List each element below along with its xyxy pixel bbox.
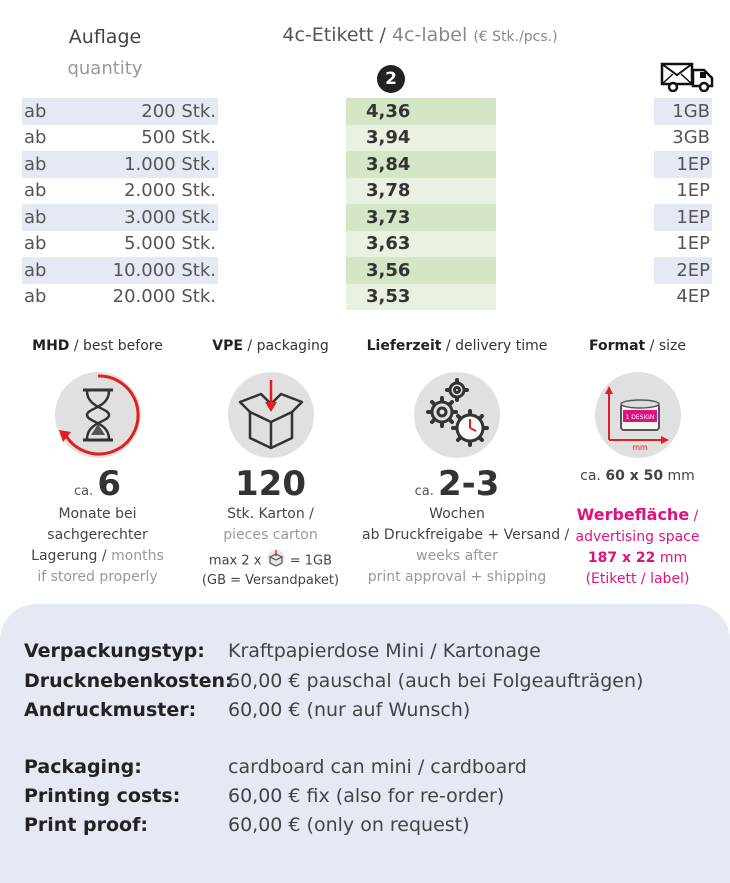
delivery-title: Lieferzeit / delivery time: [366, 338, 548, 354]
format-prefix: ca.: [580, 468, 601, 484]
format-title: Format / size: [588, 338, 687, 354]
packaging-line3: [178, 549, 363, 573]
spec-row: [24, 670, 643, 692]
format-info: [545, 338, 730, 590]
best-before-line3-de: Lagerung: [31, 548, 98, 564]
table-row: [22, 98, 218, 125]
delivery-value: [362, 464, 552, 504]
format-line1-de: Werbefläche: [576, 505, 690, 524]
format-line1-sep: /: [689, 508, 699, 524]
spec-value: 60,00 € fix (also for re-order): [228, 785, 505, 807]
ab-label: ab: [24, 153, 47, 175]
packaging-info: [178, 338, 363, 589]
delivery-line3: weeks after: [416, 548, 498, 564]
best-before-line1: Monate bei: [58, 506, 137, 522]
label-header: [230, 24, 610, 46]
spec-row: [24, 699, 470, 721]
shipping-cell: 1GB: [654, 98, 712, 125]
delivery-line1: Wochen: [429, 506, 485, 522]
packaging-number: 120: [235, 464, 306, 504]
quantity-cell: 1.000 Stk.: [124, 153, 216, 175]
ab-label: ab: [24, 286, 47, 308]
quantity-header-en: quantity: [67, 58, 143, 79]
ab-label: ab: [24, 127, 47, 149]
price-cell: 3,78: [346, 178, 496, 205]
delivery-number: 2-3: [437, 464, 500, 504]
spec-key: Drucknebenkosten:: [24, 670, 233, 692]
label-header-sep: /: [373, 24, 392, 46]
hourglass-icon: [55, 372, 141, 458]
format-number: 60 x 50: [605, 468, 664, 484]
table-row: [22, 257, 218, 284]
format-title-en: size: [658, 338, 687, 354]
spec-key: Packaging:: [24, 756, 142, 778]
ab-label: ab: [24, 206, 47, 228]
variant-badge: 2: [377, 65, 405, 93]
best-before-line3: Lagerung / months: [31, 548, 164, 564]
shipping-column: [654, 98, 712, 310]
format-line3-unit: mm: [659, 550, 688, 566]
format-line3-val: 187 x 22: [587, 550, 656, 566]
spec-value: 60,00 € (nur auf Wunsch): [228, 699, 471, 721]
delivery-line4: print approval + shipping: [367, 569, 547, 585]
spec-value: 60,00 € pauschal (auch bei Folgeaufträgen): [228, 670, 644, 692]
packaging-line1: Stk. Karton /: [227, 506, 314, 522]
quantity-column: [22, 98, 218, 310]
table-row: [22, 125, 218, 152]
quantity-cell: 200 Stk.: [141, 100, 216, 122]
price-cell: 3,53: [346, 284, 496, 311]
best-before-prefix: ca.: [73, 484, 94, 499]
svg-text:1 DESIGN: 1 DESIGN: [625, 414, 654, 421]
table-row: [22, 284, 218, 311]
delivery-info: [362, 338, 570, 588]
packaging-title-en: packaging: [256, 338, 329, 354]
best-before-line4: if stored properly: [37, 569, 158, 585]
quantity-cell: 5.000 Stk.: [124, 233, 216, 255]
parcel-icon: [266, 549, 286, 573]
best-before-text: [5, 504, 190, 588]
spec-key: Print proof:: [24, 814, 148, 836]
spec-value: cardboard can mini / cardboard: [228, 756, 527, 778]
table-row: [22, 231, 218, 258]
delivery-line2: ab Druckfreigabe + Versand /: [362, 527, 570, 543]
best-before-line2: sachgerechter: [47, 527, 148, 543]
price-cell: 3,63: [346, 231, 496, 258]
packaging-line3b: = 1GB: [289, 553, 333, 569]
spec-key: Andruckmuster:: [24, 699, 197, 721]
best-before-number: 6: [97, 464, 122, 504]
table-row: [22, 204, 218, 231]
spec-key: Printing costs:: [24, 785, 181, 807]
format-value: [545, 468, 730, 484]
packaging-line3a: max 2 x: [208, 553, 262, 569]
ab-label: ab: [24, 259, 47, 281]
spec-value: 60,00 € (only on request): [228, 814, 470, 836]
shipping-cell: 1EP: [676, 180, 710, 202]
format-unit: mm: [667, 468, 695, 484]
delivery-truck-icon: [660, 58, 716, 92]
price-cell: 3,73: [346, 204, 496, 231]
quantity-cell: 500 Stk.: [141, 127, 216, 149]
packaging-text: [178, 504, 363, 589]
packaging-line4: (GB = Versandpaket): [201, 573, 340, 588]
spec-row: [24, 785, 504, 807]
delivery-title-de: Lieferzeit: [366, 338, 442, 354]
packaging-title: VPE / packaging: [212, 338, 329, 354]
open-box-icon: [228, 372, 314, 458]
packaging-title-de: VPE: [212, 338, 243, 354]
price-cell: 3,94: [346, 125, 496, 152]
best-before-value: [5, 464, 190, 504]
spec-row: [24, 640, 541, 662]
format-text: [545, 504, 730, 590]
quantity-cell: 20.000 Stk.: [112, 286, 216, 308]
format-line1: [545, 504, 730, 527]
ab-label: ab: [24, 100, 47, 122]
quantity-cell: 2.000 Stk.: [124, 180, 216, 202]
price-cell: 4,36: [346, 98, 496, 125]
quantity-header: Auflage: [68, 26, 142, 48]
best-before-info: [5, 338, 190, 588]
spec-key: Verpackungstyp:: [24, 640, 205, 662]
best-before-title-en: best before: [83, 338, 163, 354]
price-cell: 3,56: [346, 257, 496, 284]
shipping-cell: 2EP: [654, 257, 712, 284]
label-header-unit: (€ Stk./pcs.): [473, 29, 558, 45]
best-before-title: MHD / best before: [32, 338, 163, 354]
format-line4: (Etikett / label): [585, 571, 690, 587]
packaging-value: [178, 464, 363, 504]
can-dimension-icon: [595, 372, 681, 458]
table-row: [22, 151, 218, 178]
price-cell: 3,84: [346, 151, 496, 178]
label-header-en: 4c-label: [391, 24, 468, 46]
format-line3: [545, 548, 730, 569]
format-line2: advertising space: [575, 529, 700, 545]
gears-icon: [414, 372, 500, 458]
table-row: [22, 178, 218, 205]
delivery-title-en: delivery time: [455, 338, 548, 354]
best-before-line3-en: months: [111, 548, 164, 564]
delivery-prefix: ca.: [414, 484, 434, 499]
shipping-cell: 4EP: [676, 286, 710, 308]
quantity-cell: 10.000 Stk.: [112, 259, 216, 281]
ab-label: ab: [24, 233, 47, 255]
shipping-cell: 1EP: [654, 151, 712, 178]
spec-value: Kraftpapierdose Mini / Kartonage: [228, 640, 541, 662]
spec-row: [24, 814, 470, 836]
ab-label: ab: [24, 180, 47, 202]
packaging-line2: pieces carton: [223, 527, 318, 543]
label-header-de: 4c-Etikett: [282, 24, 374, 46]
spec-row: [24, 756, 527, 778]
delivery-text: [362, 504, 570, 588]
shipping-cell: 3GB: [672, 127, 710, 149]
price-column: [346, 98, 496, 310]
shipping-cell: 1EP: [654, 204, 712, 231]
can-dimension-unit: mm: [631, 443, 648, 452]
format-title-de: Format: [588, 338, 646, 354]
quantity-cell: 3.000 Stk.: [124, 206, 216, 228]
shipping-cell: 1EP: [676, 233, 710, 255]
best-before-title-de: MHD: [32, 338, 70, 354]
